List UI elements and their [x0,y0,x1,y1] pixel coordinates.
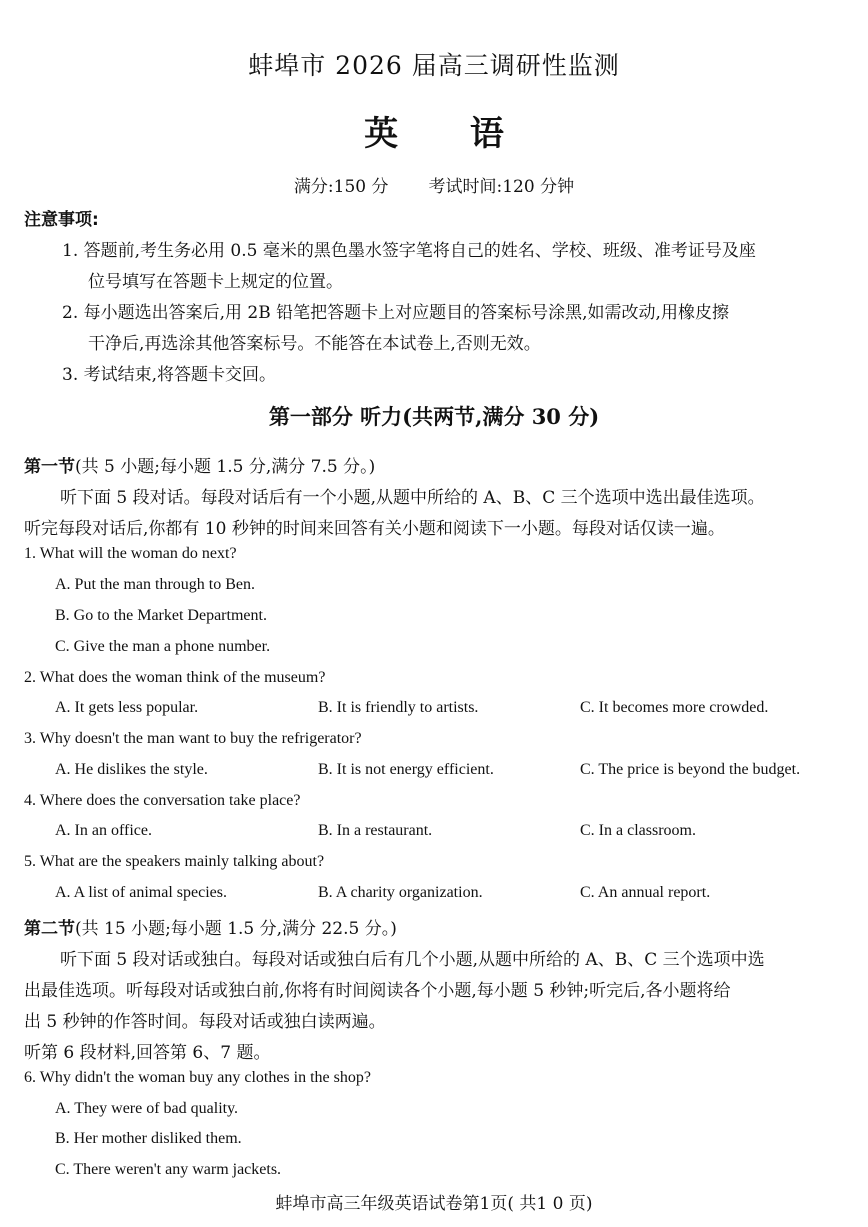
notice-item-3-line1: 3. 考试结束,将答题卡交回。 [62,365,277,385]
q1-option-c: C. Give the man a phone number. [55,638,271,655]
exam-title: 蚌埠市 2026 届高三调研性监测 [248,51,620,80]
section2-intro-line2: 出最佳选项。听每段对话或独白前,你将有时间阅读各个小题,每小题 5 秒钟;听完后,各小题将给 [24,981,731,1001]
section2-intro-line1: 听下面 5 段对话或独白。每段对话或独白后有几个小题,从题中所给的 A、B、C 三个选项中选 [60,950,765,970]
question-3: 3. Why doesn't the man want to buy the refrigerator? [24,730,362,747]
material-6-instruction: 听第 6 段材料,回答第 6、7 题。 [24,1043,271,1063]
question-5: 5. What are the speakers mainly talking about? [24,853,325,870]
notice-title: 注意事项: [24,210,99,230]
q1-option-b: B. Go to the Market Department. [55,607,267,624]
q5-option-a: A. A list of animal species. [55,884,227,901]
part1-title: 第一部分 听力(共两节,满分 30 分) [268,404,600,429]
notice-item-1-line2: 位号填写在答题卡上规定的位置。 [88,272,343,292]
section2-intro-line3: 出 5 秒钟的作答时间。每段对话或独白读两遍。 [24,1012,386,1032]
q5-option-b: B. A charity organization. [318,884,483,901]
q4-option-b: B. In a restaurant. [318,822,433,839]
section2-label: 第二节 [24,919,75,939]
section1-label: 第一节 [24,457,75,477]
section1-info: (共 5 小题;每小题 1.5 分,满分 7.5 分。) [75,457,376,477]
q6-option-c: C. There weren't any warm jackets. [55,1161,282,1178]
subject-title: 英 语 [364,114,504,154]
question-2: 2. What does the woman think of the museum? [24,669,326,686]
notice-item-2-line2: 干净后,再选涂其他答案标号。不能答在本试卷上,否则无效。 [88,334,541,354]
notice-item-1-line1: 1. 答题前,考生务必用 0.5 毫米的黑色墨水签字笔将自己的姓名、学校、班级、准考证号及座 [62,241,756,261]
exam-meta [0,172,868,197]
question-1: 1. What will the woman do next? [24,545,237,562]
exam-time: 考试时间:120 分钟 [428,177,575,197]
question-6: 6. Why didn't the woman buy any clothes in the shop? [24,1069,371,1086]
q3-option-a: A. He dislikes the style. [55,761,208,778]
section1-intro-line2: 听完每段对话后,你都有 10 秒钟的时间来回答有关小题和阅读下一小题。每段对话仅读一遍。 [24,519,725,539]
q1-option-a: A. Put the man through to Ben. [55,576,255,593]
q4-option-c: C. In a classroom. [580,822,696,839]
q2-option-c: C. It becomes more crowded. [580,699,769,716]
section1-intro-line1: 听下面 5 段对话。每段对话后有一个小题,从题中所给的 A、B、C 三个选项中选出最佳选项。 [60,488,765,508]
q6-option-a: A. They were of bad quality. [55,1100,239,1117]
q6-option-b: B. Her mother disliked them. [55,1130,242,1147]
q4-option-a: A. In an office. [55,822,152,839]
notice-item-2-line1: 2. 每小题选出答案后,用 2B 铅笔把答题卡上对应题目的答案标号涂黑,如需改动,用橡皮擦 [62,303,729,323]
section1-heading [24,452,375,477]
q2-option-b: B. It is friendly to artists. [318,699,479,716]
q3-option-b: B. It is not energy efficient. [318,761,494,778]
section2-info: (共 15 小题;每小题 1.5 分,满分 22.5 分。) [75,919,397,939]
q5-option-c: C. An annual report. [580,884,711,901]
q3-option-c: C. The price is beyond the budget. [580,761,801,778]
page-footer: 蚌埠市高三年级英语试卷第1页( 共1 0 页) [275,1194,593,1214]
question-4: 4. Where does the conversation take place? [24,792,301,809]
section2-heading [24,914,397,939]
q2-option-a: A. It gets less popular. [55,699,199,716]
full-score: 满分:150 分 [293,177,389,197]
